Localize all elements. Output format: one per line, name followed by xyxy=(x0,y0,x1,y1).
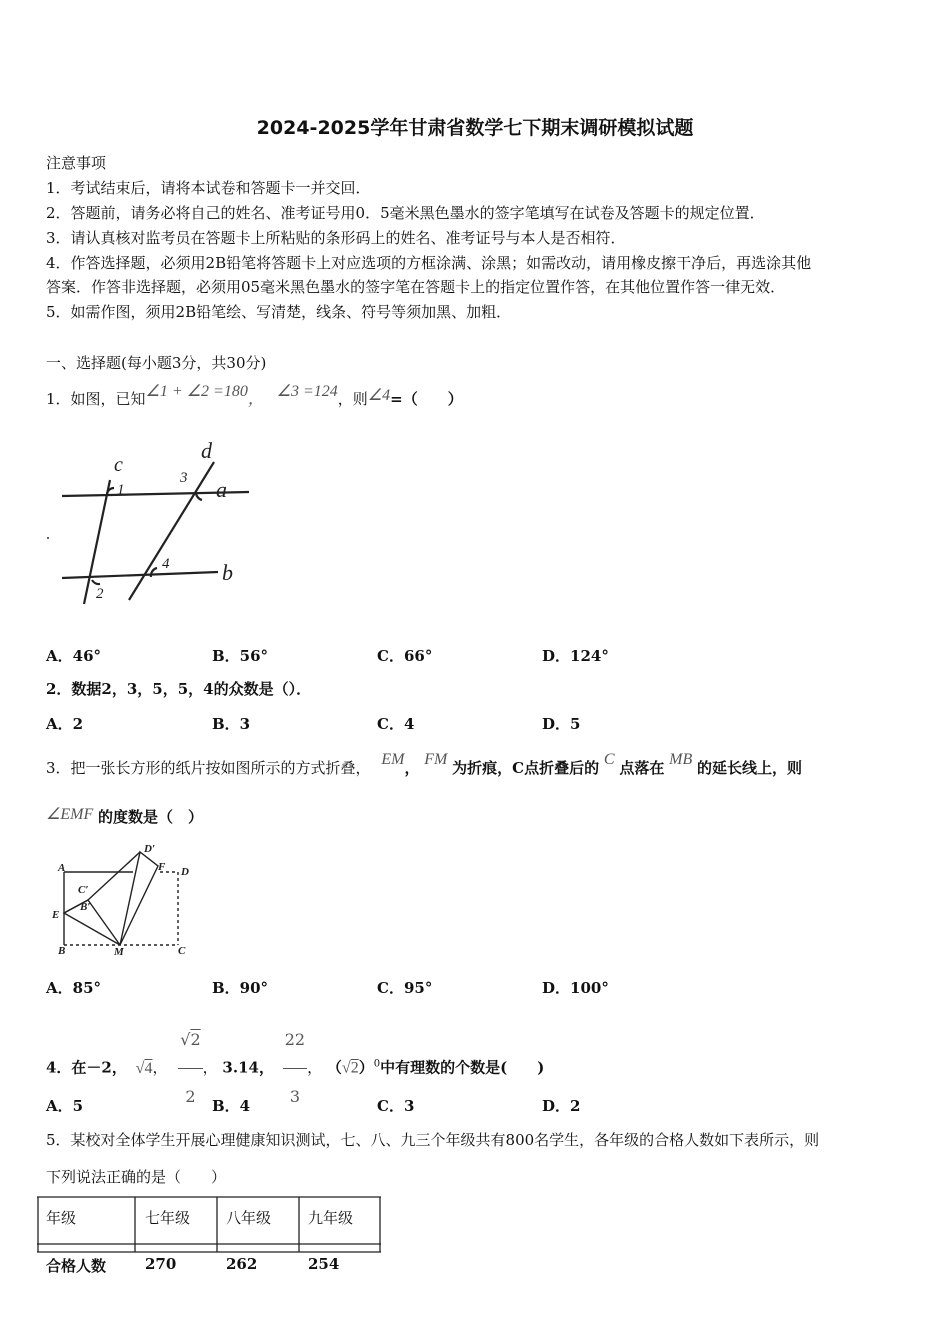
page-title: 2024-2025学年甘肃省数学七下期末调研模拟试题 xyxy=(256,117,694,139)
label-A: A xyxy=(58,862,66,874)
q5-table xyxy=(37,1196,381,1254)
label-D-prime: D′ xyxy=(144,843,156,855)
q4-option-b[interactable]: B．4 xyxy=(212,1097,251,1115)
label-B: B xyxy=(58,945,66,957)
q2-option-a[interactable]: A．2 xyxy=(46,715,84,733)
notice-item: 3．请认真核对监考员在答题卡上所粘贴的条形码上的姓名、准考证号与本人是否相符． xyxy=(46,229,626,247)
q3-comma: ， xyxy=(404,759,420,777)
q3-option-b[interactable]: B．90° xyxy=(212,979,269,997)
q1-option-d[interactable]: D．124° xyxy=(542,647,609,665)
q4-frac-22-over-3: $\frac{22}{3}$ xyxy=(283,1012,307,1125)
question-3-line2 xyxy=(46,806,203,827)
notice-item: 5．如需作图，须用2B铅笔绘、写清楚，线条、符号等须加黑、加粗． xyxy=(46,303,512,321)
label-C-prime: C′ xyxy=(78,884,89,896)
table-row-label: 合格人数 xyxy=(46,1257,107,1275)
q1-target: ∠4 xyxy=(367,387,391,404)
q4-sqrt2: √2 xyxy=(341,1059,359,1077)
label-1: 1 xyxy=(117,482,125,498)
label-4: 4 xyxy=(162,556,170,572)
section-heading: 一、选择题(每小题3分，共30分) xyxy=(46,354,267,372)
q3-mid2: 点落在 xyxy=(619,759,665,777)
q4-sqrt4: √4 xyxy=(135,1059,153,1077)
label-M: M xyxy=(114,946,124,958)
q4-option-c[interactable]: C．3 xyxy=(377,1097,415,1115)
q2-option-b[interactable]: B．3 xyxy=(212,715,251,733)
q1-cond1: ∠1 + ∠2 =180 xyxy=(145,383,248,400)
table-header: 年级 xyxy=(46,1209,77,1227)
q4-option-a[interactable]: A．5 xyxy=(46,1097,84,1115)
label-F: F xyxy=(158,861,166,873)
q2-option-c[interactable]: C．4 xyxy=(377,715,415,733)
q3-option-a[interactable]: A．85° xyxy=(46,979,102,997)
q3-mb: MB xyxy=(669,751,693,768)
q4-paren-close: ） xyxy=(358,1058,374,1077)
notice-item: 1．考试结束后，请将本试卷和答题卡一并交回． xyxy=(46,179,371,197)
label-b: b xyxy=(222,560,233,585)
line-b xyxy=(62,572,218,578)
label-2: 2 xyxy=(96,586,104,602)
label-D: D xyxy=(181,866,189,878)
q3-line2: 的度数是（ ） xyxy=(98,808,204,826)
q3-figure xyxy=(48,838,198,963)
table-cell: 262 xyxy=(226,1255,258,1273)
q4-exponent: 0 xyxy=(373,1058,381,1070)
label-3: 3 xyxy=(180,470,188,486)
q3-prefix: 3．把一张长方形的纸片按如图所示的方式折叠， xyxy=(46,759,371,777)
table-header: 九年级 xyxy=(308,1209,354,1227)
table-header: 七年级 xyxy=(145,1209,191,1227)
q4-option-d[interactable]: D．2 xyxy=(542,1097,581,1115)
line-d xyxy=(129,462,214,600)
q3-option-c[interactable]: C．95° xyxy=(377,979,433,997)
q1-option-a[interactable]: A．46° xyxy=(46,647,102,665)
question-2: 2．数据2，3，5，5，4的众数是（）． xyxy=(46,680,312,698)
label-C: C xyxy=(178,945,186,957)
notice-item: 2．答题前，请务必将自己的姓名、准考证号用0．5毫米黑色墨水的签字笔填写在试卷及答题卡的规定位置． xyxy=(46,204,765,222)
q4-prefix: 4．在－2， xyxy=(46,1058,127,1077)
q1-cond2: ∠3 =124 xyxy=(276,383,338,400)
label-d: d xyxy=(201,438,212,463)
q1-sep: ， xyxy=(247,391,264,408)
notice-item: 答案．作答非选择题，必须用05毫米黑色墨水的签字笔在答题卡上的指定位置作答，在其他位置作答一律无效． xyxy=(46,278,786,296)
question-5-line1: 5．某校对全体学生开展心理健康知识测试，七、八、九三个年级共有800名学生，各年级的合格人数如下表所示，则 xyxy=(46,1131,820,1149)
q1-mid: ，则 xyxy=(337,390,368,408)
table-header: 八年级 xyxy=(226,1209,272,1227)
label-E: E xyxy=(52,909,60,921)
q4-value-314: 3.14， xyxy=(222,1058,274,1077)
table-cell: 270 xyxy=(145,1255,177,1273)
q3-suffix: 的延长线上，则 xyxy=(697,759,803,777)
q3-option-d[interactable]: D．100° xyxy=(542,979,609,997)
notice-heading: 注意事项 xyxy=(46,154,107,172)
label-c: c xyxy=(114,454,123,476)
q3-em: EM xyxy=(381,751,405,768)
table-cell: 254 xyxy=(308,1255,340,1273)
q3-angle: ∠EMF xyxy=(46,806,94,823)
label-a: a xyxy=(216,477,227,502)
q2-option-d[interactable]: D．5 xyxy=(542,715,581,733)
question-5-line2: 下列说法正确的是（ ） xyxy=(46,1168,227,1186)
q1-option-b[interactable]: B．56° xyxy=(212,647,269,665)
q4-paren-open: （ xyxy=(326,1058,342,1077)
q1-suffix: =（ ） xyxy=(390,390,463,408)
notice-item: 4．作答选择题，必须用2B铅笔将答题卡上对应选项的方框涂满、涂黑；如需改动，请用橡皮擦干净后，再选涂其他 xyxy=(46,254,812,272)
q1-figure xyxy=(44,434,254,614)
q3-mid1: 为折痕，C点折叠后的 xyxy=(452,759,600,777)
q4-suffix: 中有理数的个数是( ) xyxy=(380,1058,545,1077)
q3-c: C xyxy=(603,751,615,768)
q4-frac-sqrt2-over-2: $\frac{√2}{2}$ xyxy=(178,1012,202,1125)
q1-prefix: 1．如图，已知 xyxy=(46,390,146,408)
q3-fm: FM xyxy=(424,751,448,768)
q1-option-c[interactable]: C．66° xyxy=(377,647,433,665)
label-B-prime: B′ xyxy=(80,901,91,913)
question-1 xyxy=(46,382,463,416)
question-4: 4．在－2， √4， $\frac{√2}{2}$ ， 3.14， $\frac{22}{3}$ ， $(√2)^0$中有理数的个数是( ) xyxy=(46,1012,544,1068)
question-3 xyxy=(46,748,802,788)
